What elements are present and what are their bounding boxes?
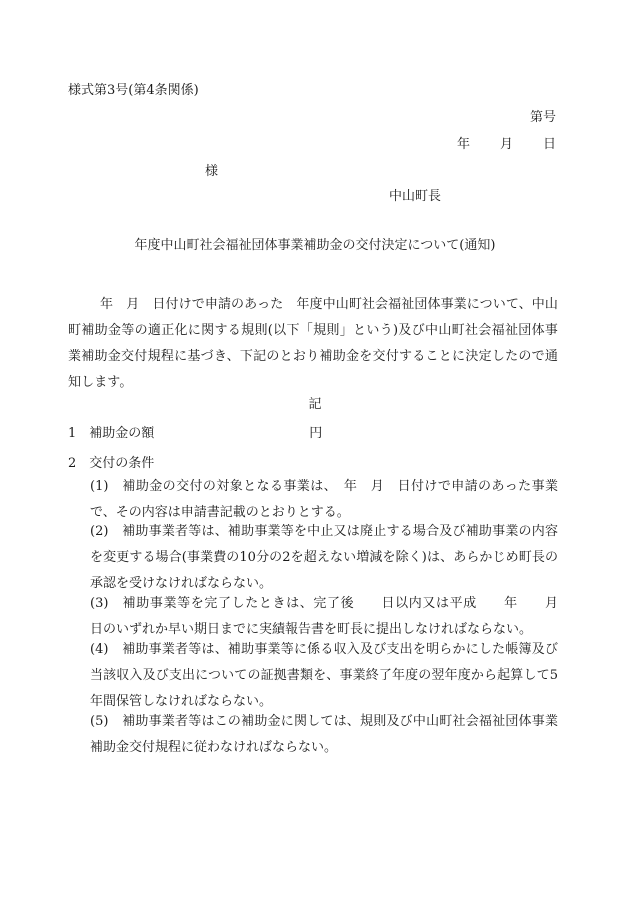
condition-2 xyxy=(90,519,558,597)
body-paragraph xyxy=(68,292,558,396)
form-number: 様式第3号(第4条関係) xyxy=(68,83,199,98)
date-day: 日 xyxy=(542,137,556,152)
condition-5-number: (5) xyxy=(90,714,109,729)
addressee: 様 xyxy=(205,164,219,179)
condition-4 xyxy=(90,637,558,715)
condition-4-number: (4) xyxy=(90,642,109,657)
condition-1-number: (1) xyxy=(90,479,109,494)
condition-4-text: 補助事業者等は、補助事業等に係る収入及び支出を明らかにした帳簿及び当該収入及び支出についての証拠書類を、事業終了年度の翌年度から起算して5年間保管しなければならない。 xyxy=(90,642,558,709)
condition-3 xyxy=(90,591,585,643)
item-subsidy-amount xyxy=(68,427,322,440)
condition-2-number: (2) xyxy=(90,524,109,539)
date-line xyxy=(457,138,556,151)
condition-1-text: 補助金の交付の対象となる事業は、 年 月 日付けで申請のあった事業で、その内容は申請書記載のとおりとする。 xyxy=(90,479,558,520)
condition-5-text: 補助事業者等はこの補助金に関しては、規則及び中山町社会福祉団体事業補助金交付規程に従わなければならない。 xyxy=(90,714,558,755)
condition-5 xyxy=(90,709,558,761)
condition-2-text: 補助事業者等は、補助事業等を中止又は廃止する場合及び補助事業の内容を変更する場合(事業費の10分の2を超えない増減を除く)は、あらかじめ町長の承認を受けなければならない。 xyxy=(90,524,558,591)
issuer: 中山町長 xyxy=(389,189,442,204)
document-number: 第号 xyxy=(529,110,556,125)
item-conditions-heading: 2 交付の条件 xyxy=(68,456,155,471)
condition-3-number: (3) xyxy=(90,596,109,611)
ki-heading: 記 xyxy=(308,397,322,412)
date-year: 年 xyxy=(456,137,470,152)
date-month: 月 xyxy=(499,137,513,152)
item-subsidy-amount-unit: 円 xyxy=(309,426,323,441)
condition-3-text: 補助事業等を完了したときは、完了後 日以内又は平成 年 月 日のいずれか早い期日までに実績報告書を町長に提出しなければならない。 xyxy=(90,596,585,637)
item-subsidy-amount-label: 1 補助金の額 xyxy=(68,426,155,441)
document-title: 年度中山町社会福祉団体事業補助金の交付決定について(通知) xyxy=(134,238,496,253)
body-paragraph-text: 年 月 日付けで申請のあった 年度中山町社会福祉団体事業について、中山町補助金等の適正化に関する規則(以下「規則」という)及び中山町社会福祉団体事業補助金交付規程に基づき、下記のとおり補助金を交付することに決定したので通知します。 xyxy=(68,297,558,390)
